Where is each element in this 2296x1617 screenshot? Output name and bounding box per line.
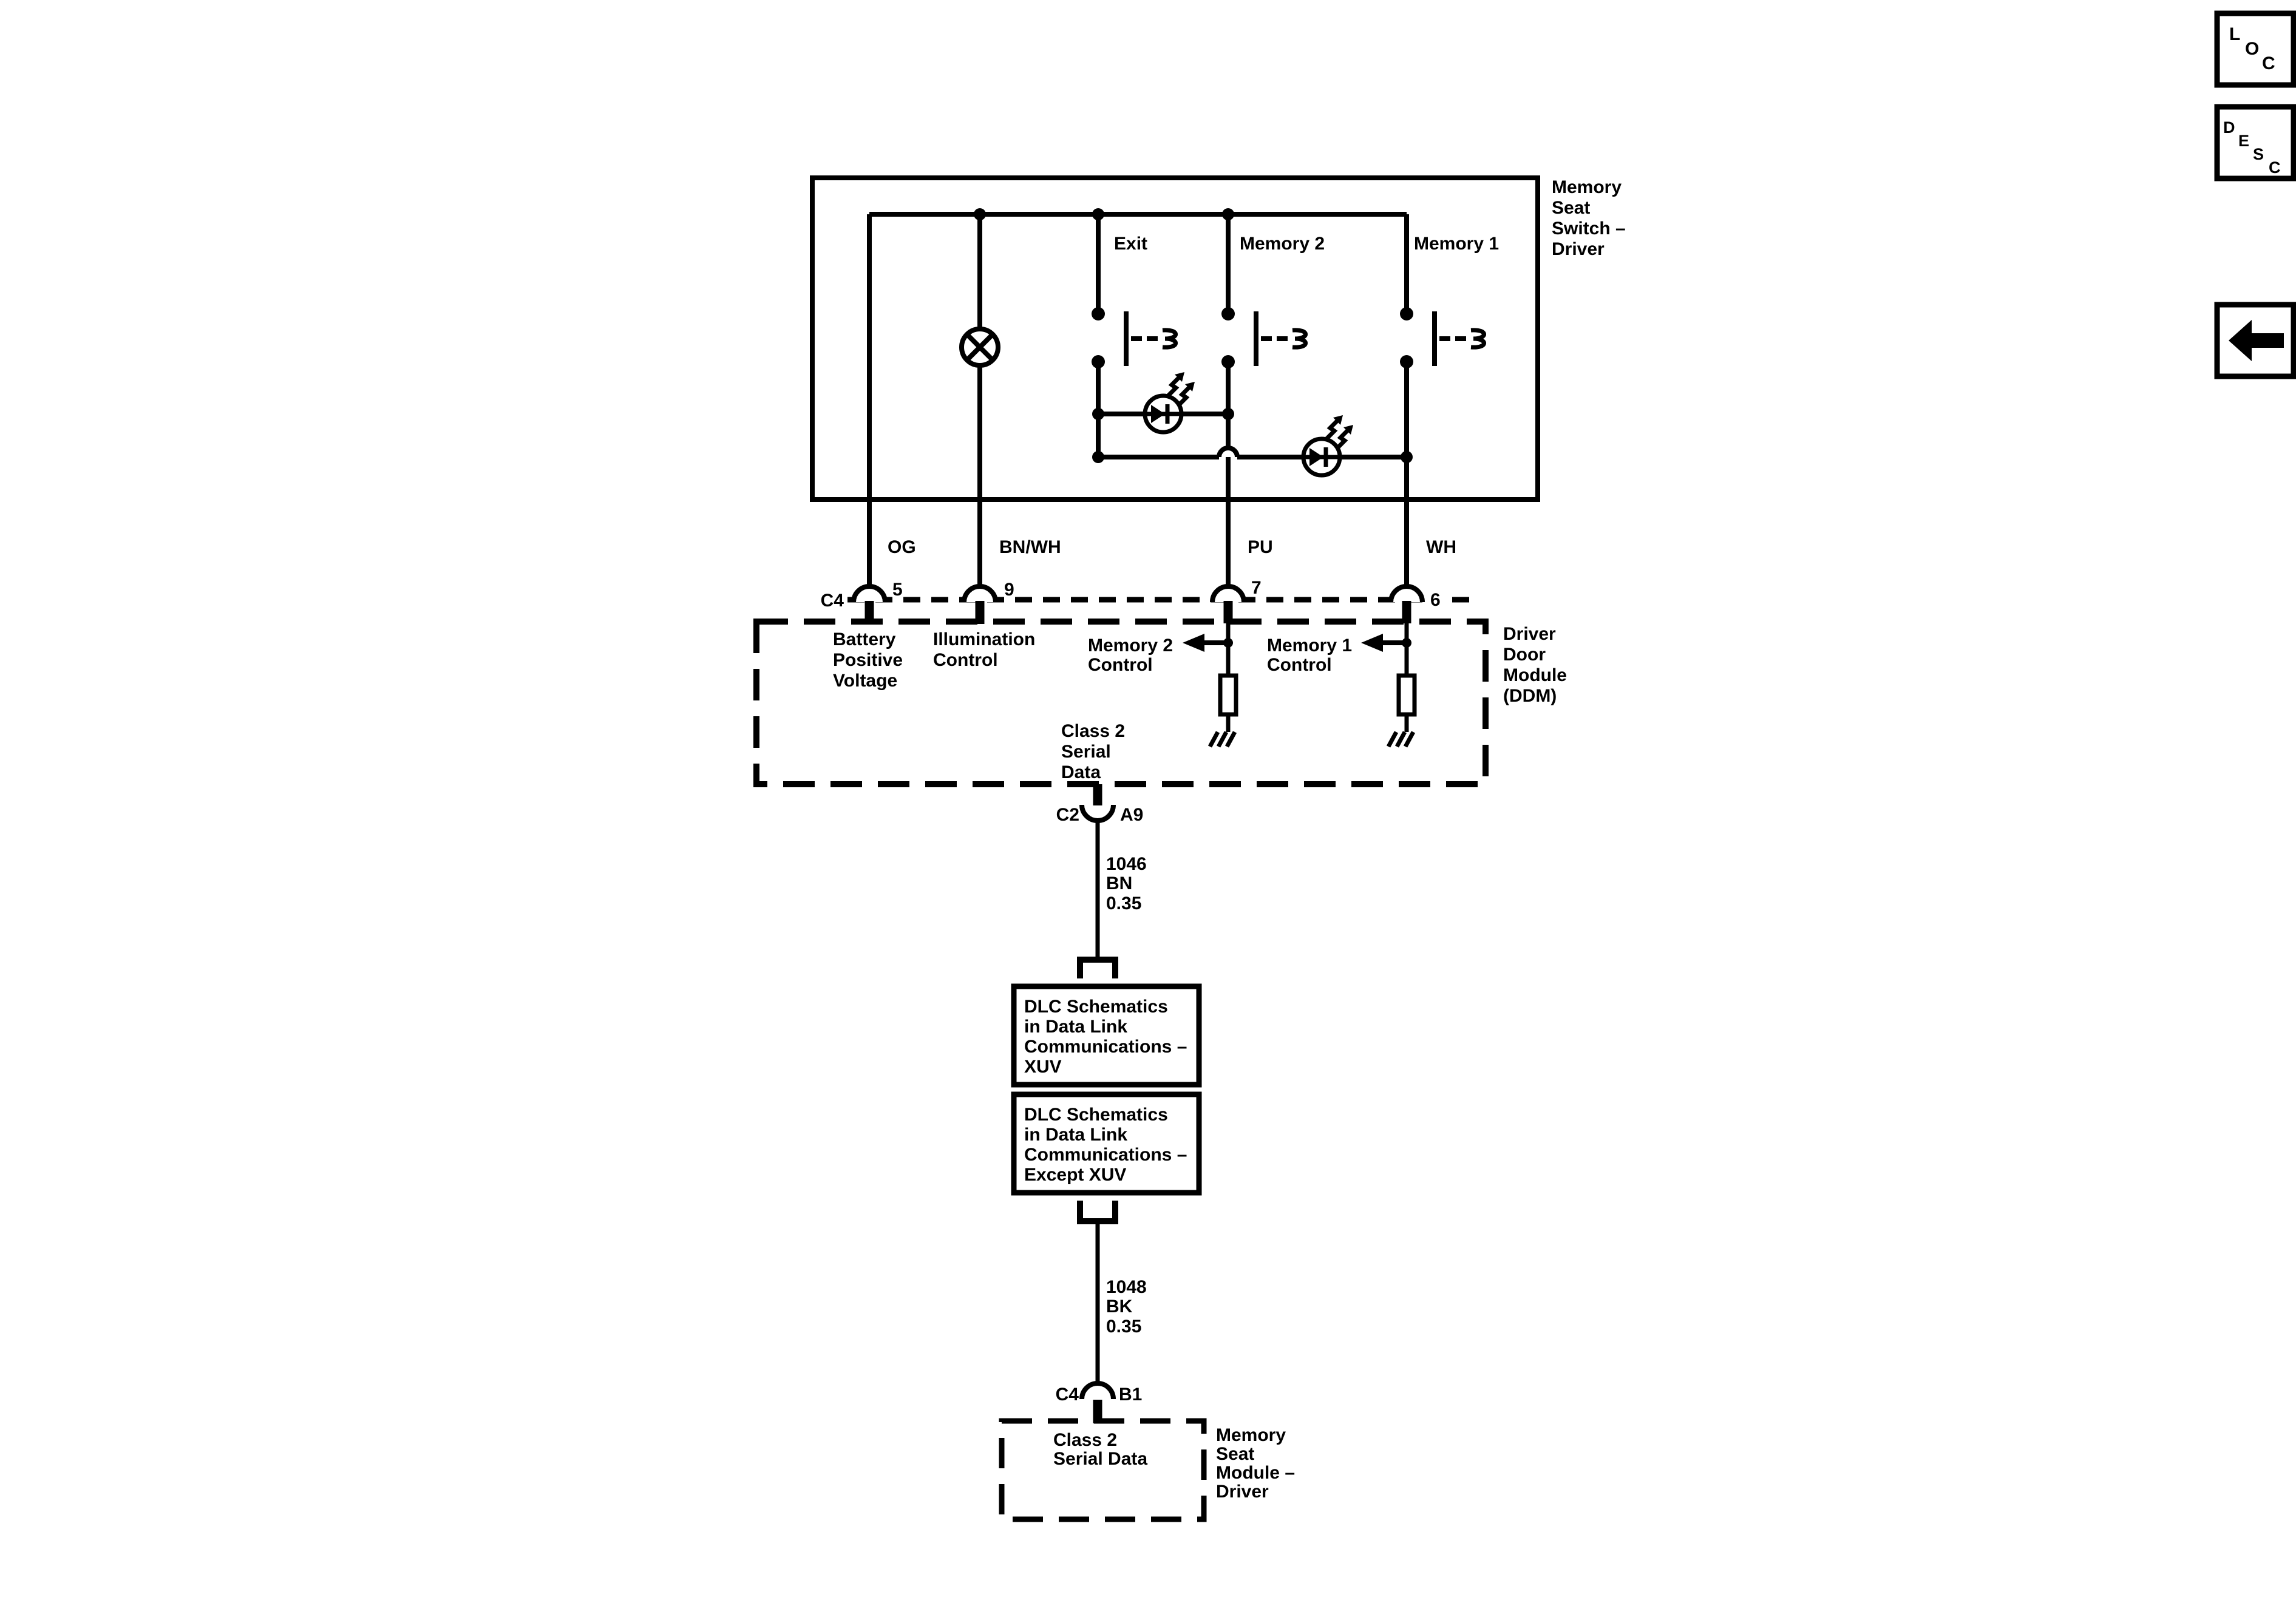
junction-dot: [1092, 451, 1104, 463]
junction-dots: [974, 208, 1413, 463]
memory2-control-line2: Control: [1088, 655, 1153, 675]
desc-letter-1: D: [2223, 118, 2235, 137]
wire-color-bnwh: BN/WH: [999, 537, 1061, 557]
dlc-xuv-line3: Communications –: [1024, 1037, 1187, 1057]
wire-color-wh: WH: [1426, 537, 1456, 557]
wire-hop-bump: [1219, 448, 1237, 457]
memory-seat-switch-box: [812, 178, 1538, 500]
junction-dot: [1222, 208, 1234, 220]
wire-1048-gauge: 0.35: [1106, 1317, 1142, 1337]
switch-contact-dot: [1400, 355, 1413, 368]
wire-1046-label: [1106, 854, 1147, 914]
c4-b1-terminal-arc: [1082, 1383, 1113, 1399]
ddm-memory1-label: [1267, 636, 1352, 675]
switch-contact-dot: [1092, 355, 1105, 368]
memory-seat-module-title: [1216, 1425, 1295, 1502]
illumination-lamp-icon: [962, 329, 998, 365]
offpage-bracket-bottom: [1077, 1201, 1118, 1221]
switch-title-line3: Switch –: [1552, 219, 1626, 239]
dlc-except-line1: DLC Schematics: [1024, 1105, 1168, 1125]
ddm-title-line3: Module: [1503, 665, 1567, 685]
ddm-illumination-label: [933, 629, 1035, 670]
dlc-xuv-line2: in Data Link: [1024, 1017, 1128, 1037]
switch-contact-dot: [1221, 355, 1235, 368]
battery-line1: Battery: [833, 629, 896, 649]
switch-detent-hook: [1292, 330, 1306, 347]
memory2-switch-symbol: [1256, 311, 1306, 366]
exit-switch-symbol: [1126, 311, 1176, 366]
junction-dot: [1092, 408, 1104, 420]
c2-pin-label: A9: [1120, 805, 1144, 825]
wire-1046-circuit: 1046: [1106, 854, 1147, 874]
wire-1046-gauge: 0.35: [1106, 893, 1142, 914]
memory2-control-line1: Memory 2: [1088, 636, 1173, 656]
led1-symbol: [1098, 372, 1228, 432]
dlc-except-line4: Except XUV: [1024, 1165, 1127, 1185]
desc-button-frame: [2217, 107, 2294, 178]
memory2-switch-label: Memory 2: [1240, 234, 1325, 254]
c2-connector-label: C2: [1056, 805, 1079, 825]
memory1-control-line1: Memory 1: [1267, 636, 1353, 656]
junction-dot: [1401, 451, 1413, 463]
switch-detent-hook: [1163, 330, 1176, 347]
msm-class2-line2: Serial Data: [1053, 1449, 1148, 1469]
back-button[interactable]: [2217, 305, 2294, 376]
exit-switch-label: Exit: [1114, 234, 1148, 254]
msm-title-line3: Module –: [1216, 1463, 1296, 1483]
loc-letter-1: L: [2229, 24, 2241, 44]
msm-class2-label: [1053, 1430, 1147, 1469]
led1-emission-arrow2: [1178, 386, 1190, 405]
memory1-switch-symbol: [1435, 311, 1484, 366]
ddm-class2-label: [1061, 721, 1125, 782]
wire-1048-circuit: 1048: [1106, 1277, 1147, 1297]
junction-dot: [1092, 208, 1104, 220]
offpage-bracket-top: [1077, 960, 1118, 978]
msm-title-line2: Seat: [1216, 1444, 1255, 1464]
dlc-xuv-line1: DLC Schematics: [1024, 997, 1168, 1017]
wire-1048-label: [1106, 1277, 1147, 1337]
desc-letter-2: E: [2238, 132, 2250, 150]
memory2-resistor: [1220, 676, 1236, 714]
pin-number-5: 5: [892, 580, 903, 600]
led2-emission-arrow2: [1337, 429, 1349, 449]
memory1-resistor: [1399, 676, 1415, 714]
c4-bottom-connector-label: C4: [1055, 1385, 1079, 1405]
led1-emission-arrow1: [1168, 376, 1180, 396]
wire-color-pu: PU: [1248, 537, 1273, 557]
ddm-memory2-label: [1088, 636, 1173, 675]
chassis-ground-icon: [1388, 732, 1413, 747]
dlc-xuv-line4: XUV: [1024, 1057, 1062, 1077]
illumination-line1: Illumination: [933, 629, 1036, 649]
pin-number-9: 9: [1004, 580, 1014, 600]
junction-dot: [1223, 638, 1233, 648]
msm-title-line4: Driver: [1216, 1482, 1269, 1502]
led2-symbol: [1303, 415, 1353, 475]
switch-contact-dot: [1092, 307, 1105, 320]
led2-emission-arrow1: [1326, 419, 1339, 439]
switch-contact-dot: [1400, 307, 1413, 320]
left-arrowhead-icon: [1361, 634, 1383, 652]
memory1-control-line2: Control: [1267, 655, 1332, 675]
battery-line2: Positive: [833, 650, 903, 670]
ddm-title-line4: (DDM): [1503, 686, 1557, 706]
memory1-control-arrow: [1361, 634, 1411, 652]
illumination-line2: Control: [933, 650, 998, 670]
switch-title-line2: Seat: [1552, 198, 1591, 218]
dlc-except-line2: in Data Link: [1024, 1125, 1128, 1145]
c4-pin-terminals: [854, 586, 1422, 624]
loc-button[interactable]: [2217, 13, 2294, 85]
battery-line3: Voltage: [833, 671, 898, 691]
c2-terminal-cup: [1082, 805, 1113, 821]
ddm-battery-label: [833, 629, 903, 691]
wire-1046-color: BN: [1106, 873, 1133, 893]
desc-letter-3: S: [2253, 145, 2264, 163]
switch-title-line4: Driver: [1552, 239, 1605, 259]
wire-color-og: OG: [888, 537, 916, 557]
desc-button[interactable]: [2217, 107, 2294, 178]
ddm-title-line2: Door: [1503, 645, 1546, 665]
chassis-ground-icon: [1210, 732, 1235, 747]
junction-dot: [1402, 638, 1411, 648]
wire-1048-color: BK: [1106, 1297, 1133, 1317]
memory-seat-switch-title: [1552, 177, 1626, 259]
switch-contact-dot: [1221, 307, 1235, 320]
junction-dot: [974, 208, 986, 220]
pin-number-7: 7: [1251, 578, 1262, 598]
ddm-title: [1503, 624, 1567, 706]
memory2-control-arrow: [1183, 634, 1233, 652]
junction-dot: [1222, 408, 1234, 420]
class2-line1: Class 2: [1061, 721, 1126, 741]
dlc-except-line3: Communications –: [1024, 1145, 1187, 1165]
switch-detent-hook: [1471, 330, 1484, 347]
pin-number-6: 6: [1430, 590, 1441, 610]
class2-line2: Serial: [1061, 742, 1111, 762]
c4-connector-label: C4: [820, 591, 844, 611]
ddm-title-line1: Driver: [1503, 624, 1556, 644]
switch-title-line1: Memory: [1552, 177, 1622, 197]
desc-letter-4: C: [2269, 158, 2281, 177]
loc-letter-3: C: [2262, 53, 2275, 73]
left-arrowhead-icon: [1183, 634, 1204, 652]
loc-letter-2: O: [2245, 39, 2260, 59]
msm-title-line1: Memory: [1216, 1425, 1286, 1445]
msm-class2-line1: Class 2: [1053, 1430, 1118, 1450]
b1-pin-label: B1: [1119, 1385, 1143, 1405]
class2-line3: Data: [1061, 762, 1101, 782]
memory1-switch-label: Memory 1: [1414, 234, 1500, 254]
